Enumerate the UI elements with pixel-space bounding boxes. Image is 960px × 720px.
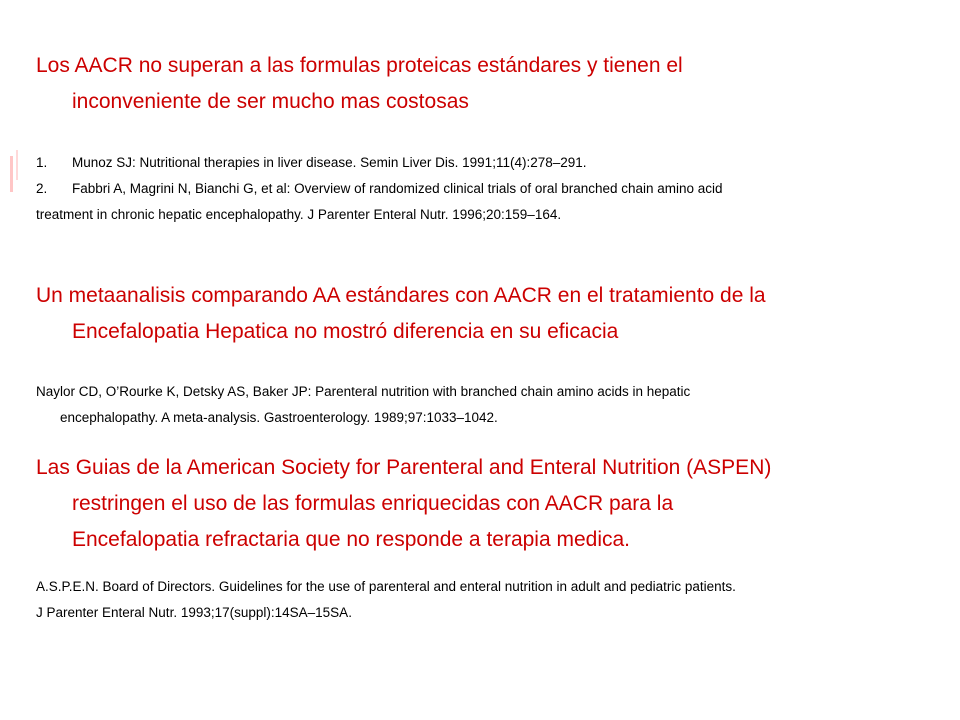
- statement-3-line-3: Encefalopatia refractaria que no responde a terapia medica.: [72, 528, 631, 551]
- reference-item-2-continued: treatment in chronic hepatic encephalopathy. J Parenter Enteral Nutr. 1996;20:159–164.: [36, 207, 562, 222]
- statement-1-line-2: inconveniente de ser mucho mas costosas: [72, 90, 469, 113]
- reference-number: 1.: [36, 155, 48, 170]
- statement-1-line-1: Los AACR no superan a las formulas proteicas estándares y tienen el: [36, 54, 683, 77]
- reference-number: 2.: [36, 181, 48, 196]
- reference-line-continued: J Parenter Enteral Nutr. 1993;17(suppl):14SA–15SA.: [36, 605, 352, 620]
- references-1: [36, 150, 936, 228]
- accent-bar: [10, 156, 13, 192]
- statement-3-line-1: Las Guias de la American Society for Parenteral and Enteral Nutrition (ASPEN): [36, 456, 772, 479]
- reference-text: Fabbri A, Magrini N, Bianchi G, et al: Overview of randomized clinical trials of oral branched chain amino acid: [72, 181, 723, 196]
- references-3: [36, 574, 936, 626]
- reference-item-2: [36, 176, 936, 202]
- reference-line: Naylor CD, O’Rourke K, Detsky AS, Baker JP: Parenteral nutrition with branched chain amino acids in hepatic: [36, 384, 691, 399]
- decorative-accent-bars: [10, 150, 24, 192]
- statement-3-line-2: restringen el uso de las formulas enriquecidas con AACR para la: [72, 492, 674, 515]
- statement-2-line-1: Un metaanalisis comparando AA estándares con AACR en el tratamiento de la: [36, 284, 766, 307]
- statement-3: [36, 450, 936, 558]
- references-2: [36, 379, 936, 431]
- statement-1: [36, 48, 936, 120]
- reference-line-continued: encephalopathy. A meta-analysis. Gastroenterology. 1989;97:1033–1042.: [60, 410, 498, 425]
- accent-bar: [16, 150, 18, 180]
- statement-2-line-2: Encefalopatia Hepatica no mostró diferencia en su eficacia: [72, 320, 619, 343]
- statement-2: [36, 278, 936, 350]
- reference-line: A.S.P.E.N. Board of Directors. Guidelines for the use of parenteral and enteral nutrition in adult and pediatric patients.: [36, 579, 736, 594]
- reference-item-1: [36, 150, 936, 176]
- reference-text: Munoz SJ: Nutritional therapies in liver disease. Semin Liver Dis. 1991;11(4):278–291.: [72, 155, 587, 170]
